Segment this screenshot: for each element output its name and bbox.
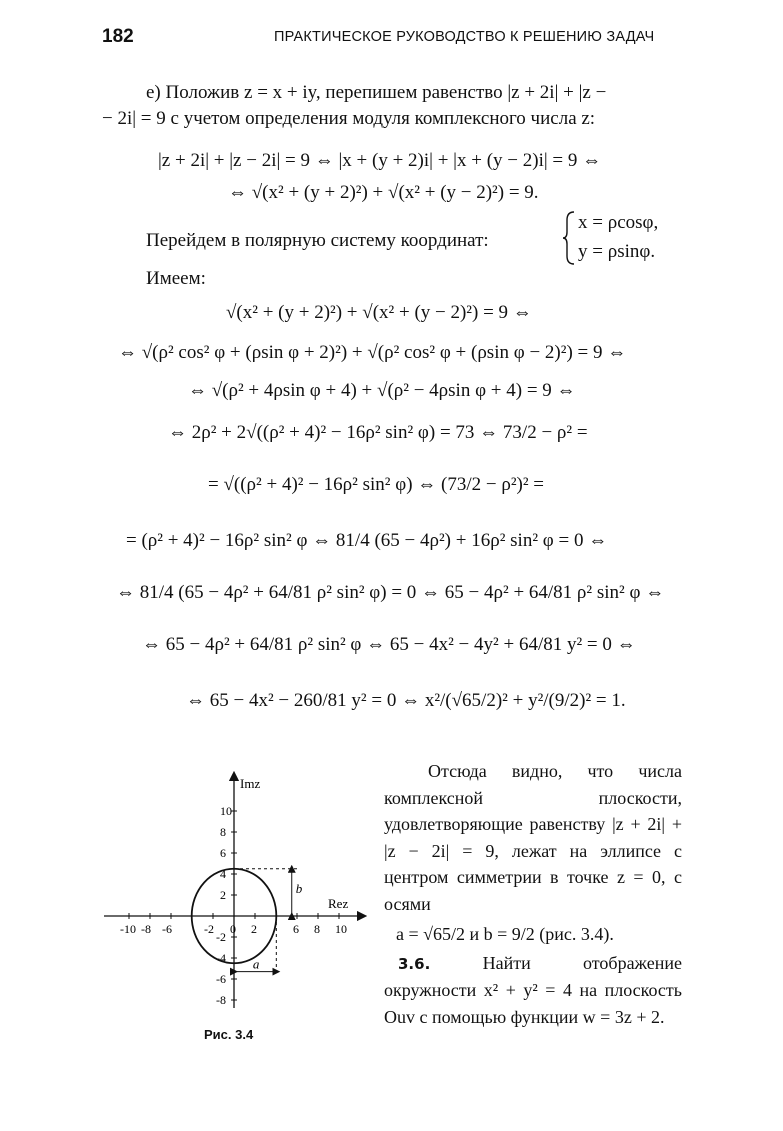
b-label: b <box>295 880 303 896</box>
a-label: a <box>252 956 260 972</box>
y-axis-label: Imz <box>240 776 261 791</box>
y-tick-label: 6 <box>220 846 226 860</box>
x-tick-label: 8 <box>314 922 320 936</box>
intro-line-2: − 2i| = 9 с учетом определения модуля комплексного числа z: <box>102 108 596 129</box>
equation-4: ⇔ √(ρ² cos² φ + (ρsin φ + 2)²) + √(ρ² cos² φ + (ρsin φ − 2)²) = 9 ⇔ <box>118 342 627 363</box>
problem-text: Найти отображение окружности x² + y² = 4 на плоскость Ouv с помощью функции w = 3z + 2. <box>384 952 683 1027</box>
y-tick-label: -8 <box>216 993 226 1007</box>
x-tick-label: 0 <box>230 922 236 936</box>
y-tick-label: -2 <box>216 930 226 944</box>
x-tick-label: 6 <box>293 922 299 936</box>
equation-8: = (ρ² + 4)² − 16ρ² sin² φ ⇔ 81/4 (65 − 4ρ²) + 16ρ² sin² φ = 0 ⇔ <box>126 530 608 551</box>
y-tick-label: 4 <box>220 867 226 881</box>
equation-3: √(x² + (y + 2)²) + √(x² + (y − 2)²) = 9 ⇔ <box>226 302 532 323</box>
polar-y: y = ρsinφ. <box>578 241 656 262</box>
y-tick-label: -4 <box>216 951 226 965</box>
x-tick-label: -10 <box>120 922 136 936</box>
x-tick-label: -6 <box>162 922 172 936</box>
have-label: Имеем: <box>146 268 206 289</box>
running-header: ПРАКТИЧЕСКОЕ РУКОВОДСТВО К РЕШЕНИЮ ЗАДАЧ <box>274 29 655 45</box>
equation-10: ⇔ 65 − 4ρ² + 64/81 ρ² sin² φ ⇔ 65 − 4x² − 4y² + 64/81 y² = 0 ⇔ <box>142 634 636 655</box>
x-axis-label: Rez <box>328 896 349 911</box>
x-tick-label: -2 <box>204 922 214 936</box>
equation-2: ⇔ √(x² + (y + 2)²) + √(x² + (y − 2)²) = 9. <box>228 182 539 203</box>
page-number: 182 <box>102 26 134 47</box>
x-tick-label: -8 <box>141 922 151 936</box>
ellipse-figure <box>100 770 370 1020</box>
y-tick-label: 10 <box>220 804 232 818</box>
intro-line-1: е) Положив z = x + iy, перепишем равенство |z + 2i| + |z − <box>146 82 607 103</box>
y-tick-label: -6 <box>216 972 226 986</box>
x-tick-label: 10 <box>335 922 347 936</box>
equation-5: ⇔ √(ρ² + 4ρsin φ + 4) + √(ρ² − 4ρsin φ + 4) = 9 ⇔ <box>188 380 576 401</box>
brace-icon <box>562 210 576 266</box>
x-tick-label: 2 <box>251 922 257 936</box>
y-tick-label: 2 <box>220 888 226 902</box>
problem-number: 3.6. <box>398 954 431 973</box>
equation-11: ⇔ 65 − 4x² − 260/81 y² = 0 ⇔ x²/(√65/2)² + y²/(9/2)² = 1. <box>186 690 626 711</box>
explanation-column <box>384 758 682 1030</box>
equation-7: = √((ρ² + 4)² − 16ρ² sin² φ) ⇔ (73/2 − ρ²)² = <box>208 474 545 495</box>
equation-6: ⇔ 2ρ² + 2√((ρ² + 4)² − 16ρ² sin² φ) = 73 ⇔ 73/2 − ρ² = <box>168 422 588 443</box>
polar-x: x = ρcosφ, <box>578 212 659 233</box>
figure-caption: Рис. 3.4 <box>204 1027 254 1042</box>
polar-text: Перейдем в полярную систему координат: <box>146 230 489 251</box>
conclusion-paragraph: Отсюда видно, что числа комплексной плоскости, удовлетворяющие равенству |z + 2i| + |z − 2i| = 9, лежат на эллипсе с центром симметрии в точке z = 0, с осями <box>384 761 682 914</box>
y-tick-label: 8 <box>220 825 226 839</box>
axes-line: a = √65/2 и b = 9/2 (рис. 3.4). <box>396 924 614 944</box>
equation-9: ⇔ 81/4 (65 − 4ρ² + 64/81 ρ² sin² φ) = 0 ⇔ 65 − 4ρ² + 64/81 ρ² sin² φ ⇔ <box>116 582 665 603</box>
equation-1: |z + 2i| + |z − 2i| = 9 ⇔ |x + (y + 2)i| + |x + (y − 2)i| = 9 ⇔ <box>158 150 602 171</box>
